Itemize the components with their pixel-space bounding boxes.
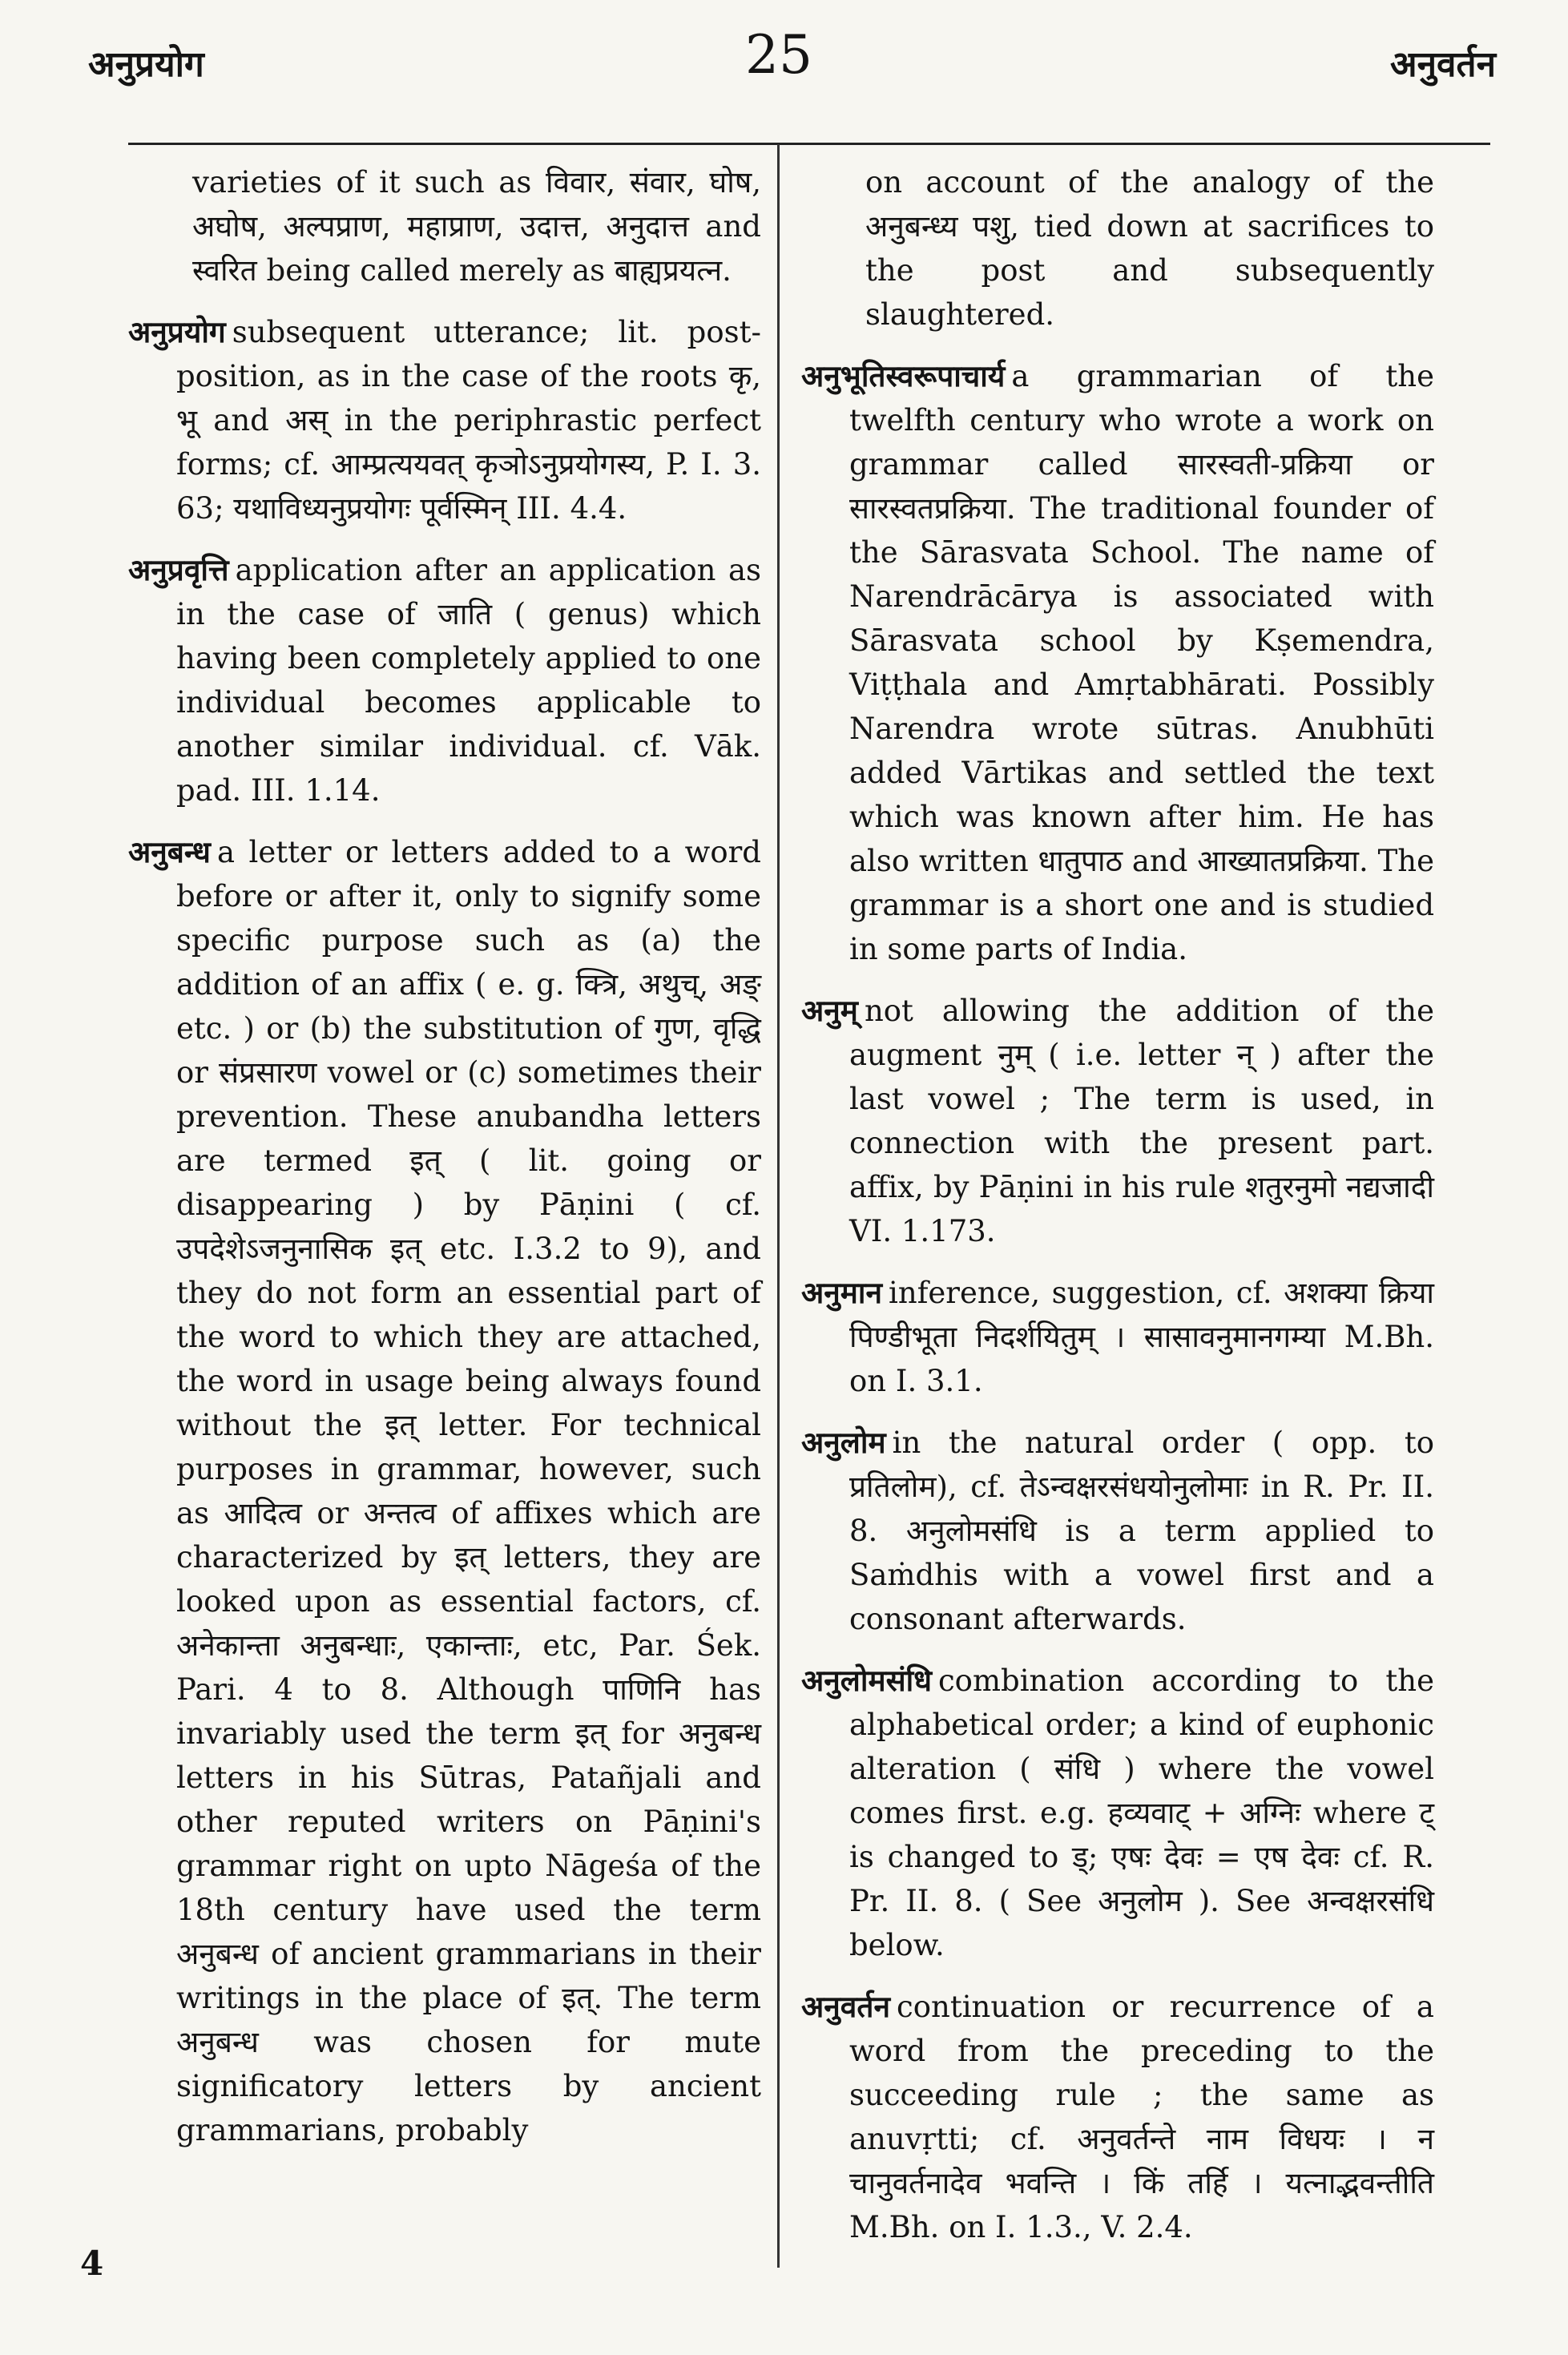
definition: continuation or recurrence of a word from the preceding to the succeeding rule ; the same as anuvṛtti; cf. अनुवर्तन्ते नाम विधयः । न चानुवर्तनादेव भवन्ति । किं तर्हि । यत्नाद्भवन्तीति M.Bh. on I. 1.3., V. 2.4. xyxy=(849,1990,1434,2244)
left-column xyxy=(128,160,761,2170)
entry-anuloma xyxy=(801,1421,1434,1641)
entry-anubhuti xyxy=(801,354,1434,971)
headword: अनुप्रवृत्ति xyxy=(128,552,229,587)
left-continuation: varieties of it such as विवार, संवार, घोष, अघोष, अल्पप्राण, महाप्राण, उदात्त, अनुदात्त and स्वरित being called merely as बाह्यप्रयत्न. xyxy=(192,165,761,288)
headword: अनुप्रयोग xyxy=(128,314,226,349)
entry-anupravrtti xyxy=(128,548,761,813)
entry-anum xyxy=(801,989,1434,1253)
entry-anumana xyxy=(801,1271,1434,1403)
left-running-head: अनुप्रयोग xyxy=(88,44,204,85)
column-divider xyxy=(777,144,780,2268)
definition: application after an application as in the case of जाति ( genus) which having been completely applied to one individual becomes applicable to another similar individual. cf. Vāk. pad. III. 1.14. xyxy=(176,553,761,808)
definition: combination according to the alphabetical order; a kind of euphonic alteration ( संधि ) where the vowel comes first. e.g. हव्यवाट् + अग्निः where ट् is changed to ड्; एषः देवः = एष देवः cf. R. Pr. II. 8. ( See अनुलोम ). See अन्वक्षरसंधि below. xyxy=(849,1663,1434,1962)
right-running-head: अनुवर्तन xyxy=(1390,44,1496,85)
definition: in the natural order ( opp. to प्रतिलोम), cf. तेऽन्वक्षरसंधयोनुलोमाः in R. Pr. II. 8. अनुलोमसंधि is a term applied to Saṁdhis with a vowel first and a consonant afterwards. xyxy=(849,1426,1434,1636)
footer-mark: 4 xyxy=(80,2244,104,2283)
headword: अनुलोम xyxy=(801,1425,886,1460)
headword: अनुमान xyxy=(801,1275,883,1310)
headword: अनुम् xyxy=(801,993,858,1028)
definition: a grammarian of the twelfth century who wrote a work on grammar called सारस्वती-प्रक्रिया or सारस्वतप्रक्रिया. The traditional founder of the Sārasvata School. The name of Narendrācārya is associated with Sārasvata school by Kṣemendra, Viṭṭhala and Amṛtabhārati. Possibly Narendra wrote sūtras. Anubhūti added Vārtikas and settled the text which was known after him. He has also written धातुपाठ and आख्यातप्रक्रिया. The grammar is a short one and is studied in some parts of India. xyxy=(849,359,1434,966)
page-number: 25 xyxy=(745,24,812,86)
page-header xyxy=(0,0,1568,144)
entry-anuvartana xyxy=(801,1985,1434,2249)
entry-anulomasandhi xyxy=(801,1659,1434,1967)
right-continuation: on account of the analogy of the अनुबन्ध्य पशु, tied down at sacrifices to the post and subsequently slaughtered. xyxy=(865,165,1434,332)
definition: a letter or letters added to a word before or after it, only to signify some specific purpose such as (a) the addition of an affix ( e. g. क्त्रि, अथुच्, अङ् etc. ) or (b) the substitution of गुण, वृद्धि or संप्रसारण vowel or (c) sometimes their prevention. These anubandha letters are termed इत् ( lit. going or disappearing ) by Pāṇini ( cf. उपदेशेऽजनुनासिक इत् etc. I.3.2 to 9), and they do not form an essential part of the word to which they are attached, the word in usage being always found without the इत् letter. For technical purposes in grammar, however, such as आदित्व or अन्तत्व of affixes which are characterized by इत् letters, they are looked upon as essential factors, cf. अनेकान्ता अनुबन्धाः, एकान्ताः, etc, Par. Śek. Pari. 4 to 8. Although पाणिनि has invariably used the term इत् for अनुबन्ध letters in his Sūtras, Patañjali and other reputed writers on Pāṇini's grammar right on upto Nāgeśa of the 18th century have used the term अनुबन्ध of ancient grammarians in their writings in the place of इत्. The term अनुबन्ध was chosen for mute significatory letters by ancient grammarians, probably xyxy=(176,835,761,2147)
header-rule xyxy=(128,143,1490,145)
entry-anuprayoga xyxy=(128,310,761,530)
headword: अनुलोमसंधि xyxy=(801,1663,932,1698)
definition: subsequent utterance; lit. post-position, as in the case of the roots कृ, भू and अस् in the periphrastic perfect forms; cf. आम्प्रत्ययवत् कृञोऽनुप्रयोगस्य, P. I. 3. 63; यथाविध्यनुप्रयोगः पूर्वस्मिन् III. 4.4. xyxy=(176,315,761,526)
headword: अनुभूतिस्वरूपाचार्य xyxy=(801,358,1006,393)
entry-anubandha xyxy=(128,830,761,2152)
headword: अनुवर्तन xyxy=(801,1989,890,2024)
definition: not allowing the addition of the augment नुम् ( i.e. letter न् ) after the last vowel ; The term is used, in connection with the present part. affix, by Pāṇini in his rule शतुरनुमो नद्यजादी VI. 1.173. xyxy=(849,994,1434,1248)
definition: inference, suggestion, cf. अशक्या क्रिया पिण्डीभूता निदर्शयितुम् । सासावनुमानगम्या M.Bh. on I. 3.1. xyxy=(849,1276,1434,1398)
headword: अनुबन्ध xyxy=(128,834,211,869)
right-column xyxy=(801,160,1434,2267)
